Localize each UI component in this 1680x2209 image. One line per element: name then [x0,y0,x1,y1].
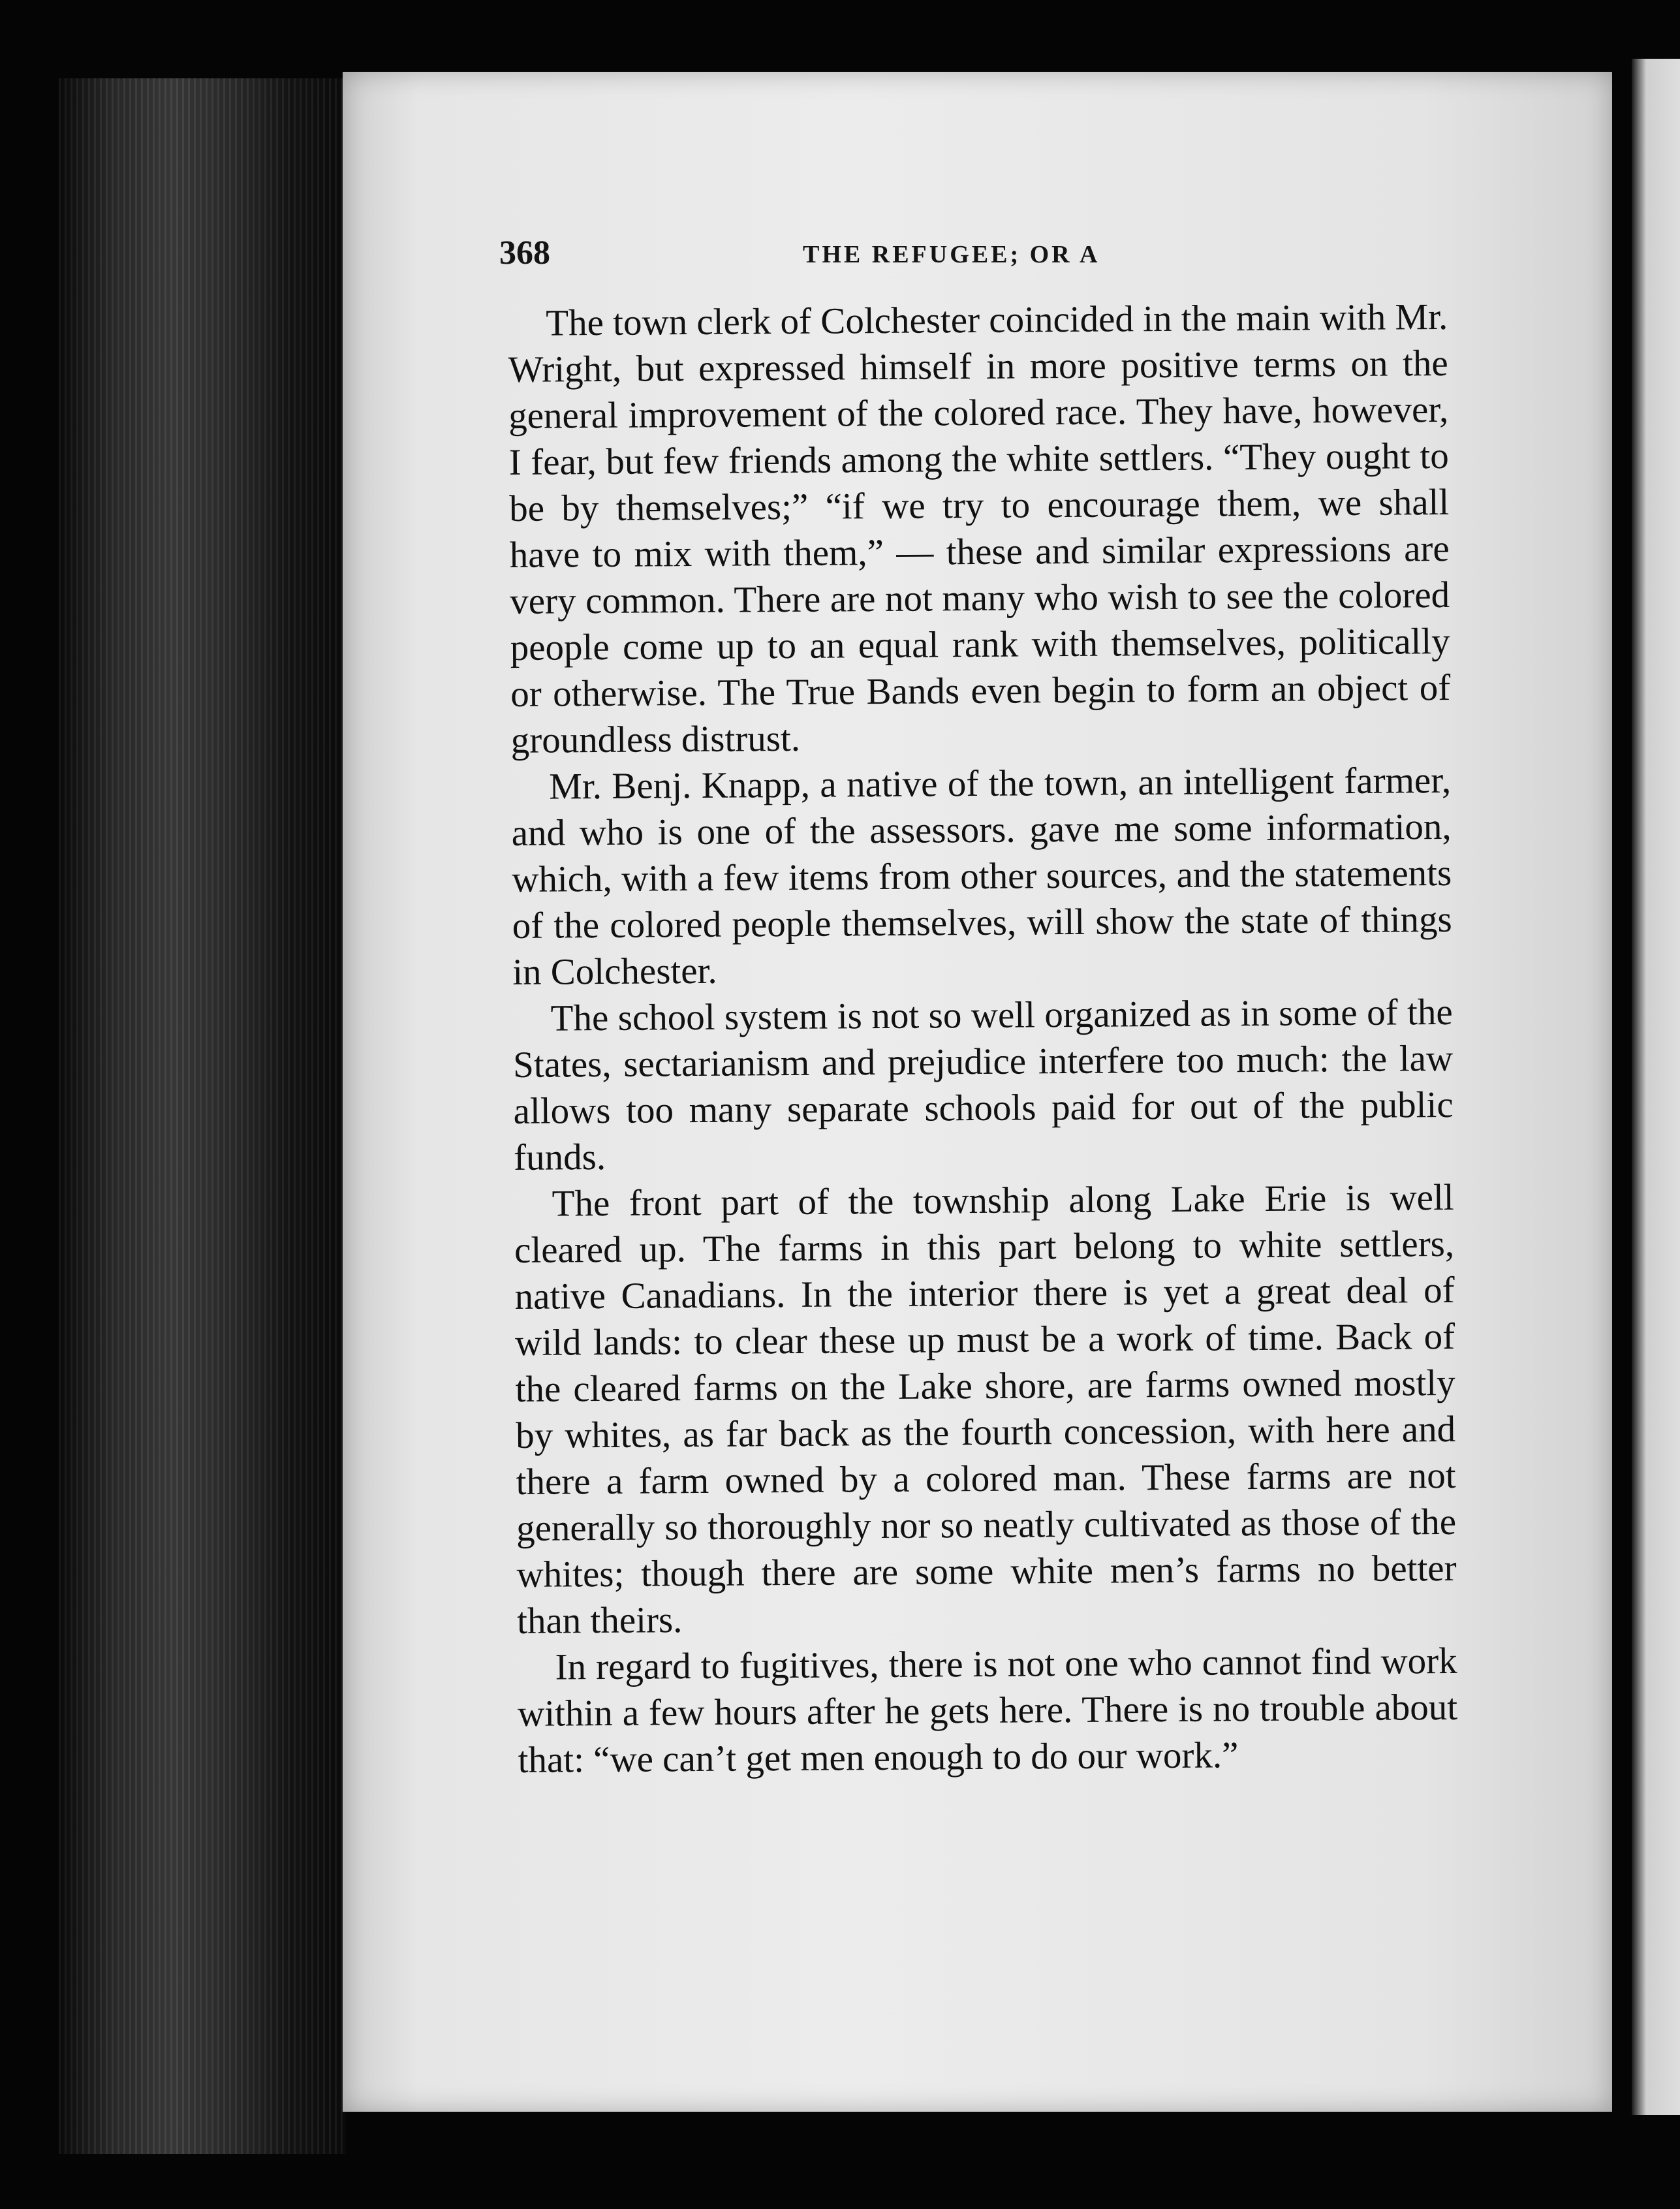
body-text [508,294,1458,1783]
paragraph: The school system is not so well organized as in some of the States, sectarianism and prejudice interfere too much: the law allows too many separate schools paid for out of the public funds. [512,991,1454,1178]
page-number: 368 [499,234,550,272]
paragraph: The front part of the township along Lake Erie is well cleared up. The farms in this part belong to white settlers, native Canadians. In the interior there is yet a great deal of wild lands: to clear these up must be a work of time. Back of the cleared farms on the Lake shore, are farms owned mostly by whites, as far back as the fourth concession, with here and there a farm owned by a colored man. These farms are not generally so thoroughly nor so neatly cultivated as those of the whites; though there are some white men’s farms no better than theirs. [514,1176,1457,1642]
paragraph: Mr. Benj. Knapp, a native of the town, an intelligent farmer, and who is one of the assessors. gave me some information, which, with a few items from other sources, and the statements of the colored people themselves, will show the state of things in Colchester. [511,759,1452,993]
paragraph: In regard to fugitives, there is not one who cannot find work within a few hours after he gets here. There is no trouble about that: “we can’t get men enough to do our work.” [517,1640,1458,1781]
facing-page-edge [1632,59,1680,2115]
paragraph: The town clerk of Colchester coincided in the main with Mr. Wright, but expressed himself in more positive terms on the general improvement of the colored race. They have, however, I fear, but few friends among the white settlers. “They ought to be by themselves;” “if we try to encourage them, we shall have to mix with them,” — these and similar expressions are very common. There are not many who wish to see the colored people come up to an equal rank with themselves, politically or otherwise. The True Bands even begin to form an object of groundless distrust. [508,296,1451,761]
running-title: THE REFUGEE; OR A [803,241,1100,268]
book-spine [59,78,346,2154]
page-header [499,234,1152,279]
